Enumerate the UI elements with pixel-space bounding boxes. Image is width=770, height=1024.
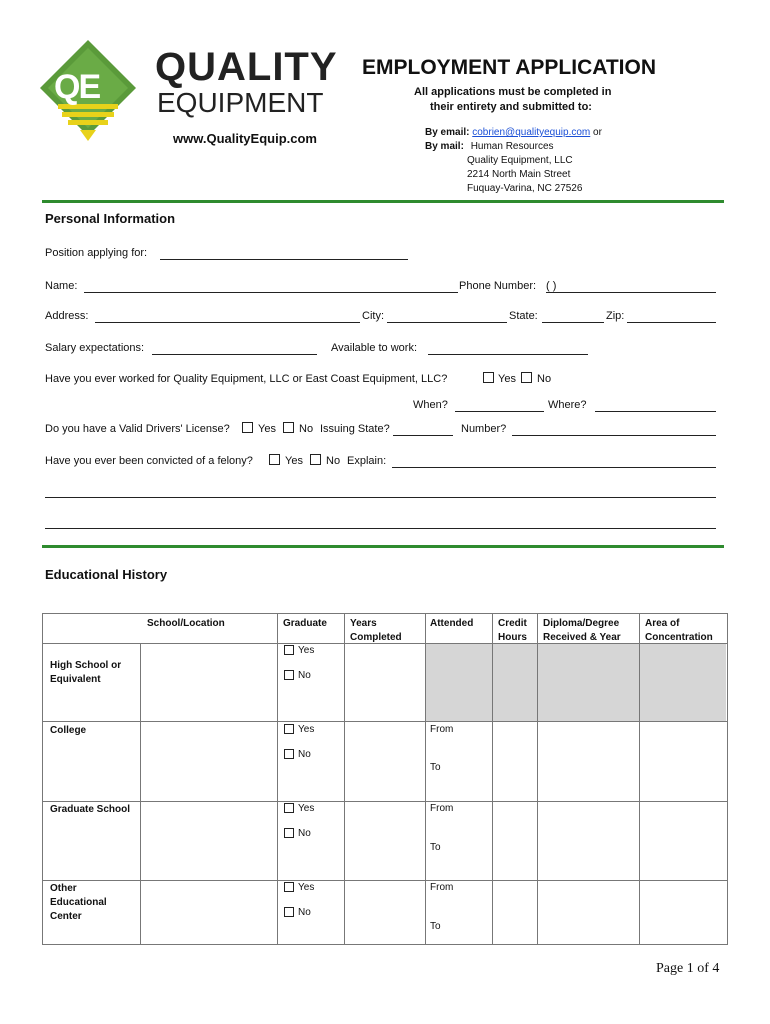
worked-yes-label: Yes — [498, 373, 516, 385]
subtitle-line2: their entirety and submitted to: — [430, 101, 592, 113]
college-yes-checkbox[interactable] — [284, 724, 294, 734]
other-yes-label: Yes — [298, 882, 315, 893]
logo-initials: QE — [54, 68, 100, 106]
zip-field[interactable] — [627, 322, 716, 323]
issuing-state-field[interactable] — [393, 435, 453, 436]
section-divider — [42, 200, 724, 203]
subtitle-line1: All applications must be completed in — [414, 86, 612, 98]
col-header-years: Years Completed — [350, 618, 402, 643]
email-suffix: or — [593, 127, 602, 138]
section-title-education: Educational History — [45, 567, 168, 582]
hs-yes-label: Yes — [298, 645, 315, 656]
col-divider — [140, 643, 141, 944]
license-yes-checkbox[interactable] — [242, 422, 253, 433]
other-no-label: No — [298, 907, 311, 918]
explain-field[interactable] — [392, 467, 716, 468]
grad-yes-label: Yes — [298, 803, 315, 814]
name-label: Name: — [45, 280, 78, 292]
city-field[interactable] — [387, 322, 507, 323]
col-header-school: School/Location — [147, 618, 225, 629]
email-label: By email: — [425, 127, 470, 138]
name-field[interactable] — [84, 292, 458, 293]
other-no-checkbox[interactable] — [284, 907, 294, 917]
worked-no-label: No — [537, 373, 552, 385]
address-field[interactable] — [95, 322, 360, 323]
license-no-label: No — [299, 423, 314, 435]
hs-no-checkbox[interactable] — [284, 670, 294, 680]
salary-label: Salary expectations: — [45, 342, 145, 354]
row-label-other: Other Educational Center — [50, 883, 107, 922]
mail-line — [425, 141, 554, 152]
logo-text-equipment: EQUIPMENT — [157, 87, 324, 118]
col-divider — [492, 614, 493, 944]
phone-field[interactable] — [546, 292, 716, 293]
mail-label: By mail: — [425, 141, 464, 152]
felony-yes-label: Yes — [285, 455, 303, 467]
city-label: City: — [362, 310, 384, 322]
education-table — [42, 613, 728, 945]
where-label: Where? — [548, 399, 587, 411]
shaded-cells — [425, 643, 726, 721]
number-label: Number? — [461, 423, 507, 435]
salary-field[interactable] — [152, 354, 317, 355]
number-field[interactable] — [512, 435, 716, 436]
zip-label: Zip: — [606, 310, 625, 322]
row-divider — [43, 801, 727, 802]
section-divider-2 — [42, 545, 724, 548]
available-label: Available to work: — [331, 342, 418, 354]
page-title: EMPLOYMENT APPLICATION — [362, 56, 656, 79]
college-no-checkbox[interactable] — [284, 749, 294, 759]
state-label: State: — [509, 310, 538, 322]
row-divider — [43, 721, 727, 722]
col-divider — [344, 614, 345, 944]
address-label: Address: — [45, 310, 89, 322]
company-logo — [38, 38, 138, 143]
hs-no-label: No — [298, 670, 311, 681]
where-field[interactable] — [595, 411, 716, 412]
college-no-label: No — [298, 749, 311, 760]
college-yes-label: Yes — [298, 724, 315, 735]
col-header-credit: Credit Hours — [498, 618, 527, 643]
when-field[interactable] — [455, 411, 544, 412]
license-no-checkbox[interactable] — [283, 422, 294, 433]
other-from-label: From — [430, 882, 454, 893]
college-from-label: From — [430, 724, 454, 735]
col-header-area: Area of Concentration — [645, 618, 713, 643]
other-yes-checkbox[interactable] — [284, 882, 294, 892]
explain-label: Explain: — [347, 455, 387, 467]
worked-no-checkbox[interactable] — [521, 372, 532, 383]
when-label: When? — [413, 399, 448, 411]
state-field[interactable] — [542, 322, 604, 323]
worked-yes-checkbox[interactable] — [483, 372, 494, 383]
col-header-attended: Attended — [430, 618, 474, 629]
col-divider — [425, 614, 426, 944]
worked-question: Have you ever worked for Quality Equipment, LLC or East Coast Equipment, LLC? — [45, 373, 448, 385]
grad-no-label: No — [298, 828, 311, 839]
hs-yes-checkbox[interactable] — [284, 645, 294, 655]
grad-yes-checkbox[interactable] — [284, 803, 294, 813]
license-question: Do you have a Valid Drivers' License? — [45, 423, 230, 435]
row-label-high-school: High School or Equivalent — [50, 660, 122, 685]
felony-yes-checkbox[interactable] — [269, 454, 280, 465]
mail-line-3: 2214 North Main Street — [467, 169, 571, 180]
email-line — [425, 127, 602, 138]
grad-from-label: From — [430, 803, 454, 814]
college-to-label: To — [430, 762, 441, 773]
felony-no-checkbox[interactable] — [310, 454, 321, 465]
felony-no-label: No — [326, 455, 341, 467]
explain-field-line3[interactable] — [45, 528, 716, 529]
col-divider — [537, 614, 538, 944]
col-divider — [277, 614, 278, 944]
position-field[interactable] — [160, 259, 408, 260]
felony-question: Have you ever been convicted of a felony? — [45, 455, 253, 467]
website-text: www.QualityEquip.com — [173, 131, 317, 146]
other-to-label: To — [430, 921, 441, 932]
issuing-state-label: Issuing State? — [320, 423, 390, 435]
phone-paren: ( ) — [546, 280, 557, 292]
col-header-graduate: Graduate — [283, 618, 327, 629]
explain-field-line2[interactable] — [45, 497, 716, 498]
mail-line-2: Quality Equipment, LLC — [467, 155, 573, 166]
position-label: Position applying for: — [45, 247, 148, 259]
email-link[interactable]: cobrien@qualityequip.com — [472, 127, 591, 138]
section-title-personal: Personal Information — [45, 211, 176, 226]
grad-no-checkbox[interactable] — [284, 828, 294, 838]
row-label-graduate-school: Graduate School — [50, 804, 131, 815]
logo-text-quality: QUALITY — [155, 45, 338, 89]
mail-line-1: Human Resources — [470, 141, 554, 152]
mail-line-4: Fuquay-Varina, NC 27526 — [467, 183, 583, 194]
col-divider — [639, 614, 640, 944]
license-yes-label: Yes — [258, 423, 276, 435]
available-field[interactable] — [428, 354, 588, 355]
phone-label: Phone Number: — [459, 280, 537, 292]
col-header-diploma: Diploma/Degree Received & Year — [543, 618, 621, 643]
row-label-college: College — [50, 725, 87, 736]
row-divider — [43, 880, 727, 881]
page-number: Page 1 of 4 — [656, 961, 720, 976]
grad-to-label: To — [430, 842, 441, 853]
